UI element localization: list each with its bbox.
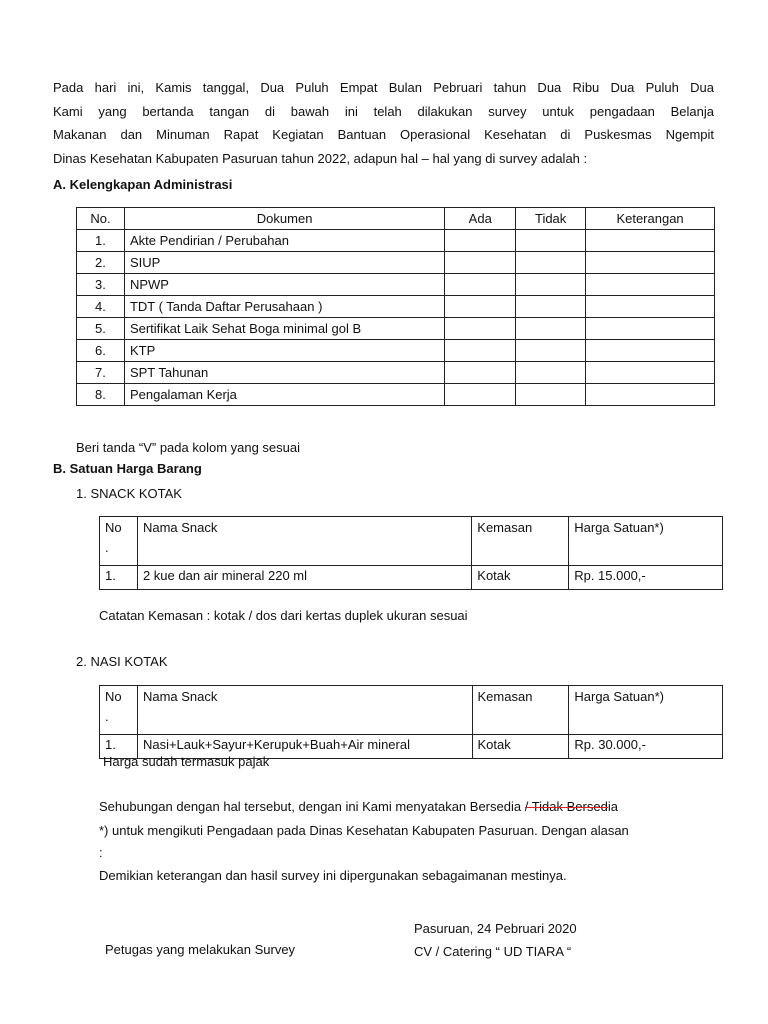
header-no-dot: . [105,709,109,724]
cell-tidak[interactable] [516,384,586,406]
statement-line-3: : [99,845,103,860]
section-a-note: Beri tanda “V” pada kolom yang sesuai [76,440,301,455]
table-row [100,566,723,590]
header-no: No. [77,208,125,230]
header-kemasan: Kemasan [472,686,569,735]
nasi-table [99,685,723,759]
table-header-row [77,208,715,230]
cell-tidak[interactable] [516,252,586,274]
row-dokumen: Pengalaman Kerja [124,384,444,406]
cell-ada[interactable] [445,362,516,384]
row-dokumen: Sertifikat Laik Sehat Boga minimal gol B [124,318,444,340]
table-header-row [100,686,723,735]
intro-line: Pada hari ini, Kamis tanggal, Dua Puluh Empat Bulan Pebruari tahun Dua Ribu Dua Puluh Dua [53,80,714,95]
intro-paragraph [53,76,714,170]
header-harga: Harga Satuan*) [569,517,723,566]
snack-table [99,516,723,590]
header-harga: Harga Satuan*) [569,686,723,735]
table-row [77,296,715,318]
cell-keterangan[interactable] [586,296,715,318]
cell-keterangan[interactable] [586,274,715,296]
table-row [77,362,715,384]
row-no: 2. [77,252,125,274]
cell-keterangan[interactable] [586,340,715,362]
row-kemasan: Kotak [472,566,569,590]
header-nama: Nama Snack [137,517,471,566]
row-no: 1. [77,230,125,252]
cell-ada[interactable] [445,252,516,274]
cell-keterangan[interactable] [586,252,715,274]
header-nama: Nama Snack [137,686,472,735]
intro-line: Dinas Kesehatan Kabupaten Pasuruan tahun 2022, adapun hal – hal yang di survey adalah : [53,150,588,166]
cell-tidak[interactable] [516,318,586,340]
header-ada: Ada [445,208,516,230]
row-kemasan: Kotak [472,735,569,759]
cell-keterangan[interactable] [586,384,715,406]
section-a-heading: A. Kelengkapan Administrasi [53,177,233,192]
cell-ada[interactable] [445,296,516,318]
row-dokumen: Akte Pendirian / Perubahan [124,230,444,252]
cell-tidak[interactable] [516,340,586,362]
row-dokumen: KTP [124,340,444,362]
table-row [77,252,715,274]
header-kemasan: Kemasan [472,517,569,566]
row-no: 7. [77,362,125,384]
cell-tidak[interactable] [516,362,586,384]
header-no-dot: . [105,540,109,555]
table-row [77,384,715,406]
table-row [77,274,715,296]
table-row [77,230,715,252]
row-no: 4. [77,296,125,318]
nasi-title: 2. NASI KOTAK [76,654,168,669]
place-date: Pasuruan, 24 Pebruari 2020 [414,921,577,936]
row-dokumen: SIUP [124,252,444,274]
table-row [77,318,715,340]
cell-ada[interactable] [445,230,516,252]
header-no-text: No [105,689,122,704]
statement-line-2: *) untuk mengikuti Pengadaan pada Dinas Kesehatan Kabupaten Pasuruan. Dengan alasan [99,823,629,838]
intro-line: Kami yang bertanda tangan di bawah ini telah dilakukan survey untuk pengadaan Belanja [53,103,714,119]
closing-statement: Demikian keterangan dan hasil survey ini dipergunakan sebagaimanan mestinya. [99,868,567,883]
row-no: 1. [100,566,138,590]
header-no [100,686,138,735]
cell-keterangan[interactable] [586,230,715,252]
row-no: 5. [77,318,125,340]
cell-tidak[interactable] [516,230,586,252]
row-no: 6. [77,340,125,362]
statement-text: Sehubungan dengan hal tersebut, dengan ini Kami menyatakan Bersedia [99,799,525,814]
row-no: 8. [77,384,125,406]
cell-ada[interactable] [445,274,516,296]
nasi-note: Harga sudah termasuk pajak [103,754,270,769]
header-tidak: Tidak [516,208,586,230]
header-keterangan: Keterangan [586,208,715,230]
table-header-row [100,517,723,566]
company-name: CV / Catering “ UD TIARA “ [414,944,572,959]
cell-ada[interactable] [445,340,516,362]
row-harga: Rp. 15.000,- [569,566,723,590]
snack-title: 1. SNACK KOTAK [76,486,182,501]
administrasi-table [76,207,715,406]
header-no-text: No [105,520,122,535]
cell-ada[interactable] [445,318,516,340]
section-b-heading: B. Satuan Harga Barang [53,461,202,476]
statement-text-end: ia [607,799,618,814]
row-no: 1. [100,735,138,759]
struck-option: / Tidak Bersed [524,799,608,814]
row-dokumen: TDT ( Tanda Daftar Perusahaan ) [124,296,444,318]
row-nama: 2 kue dan air mineral 220 ml [137,566,471,590]
statement-line-1 [99,799,618,814]
intro-line: Makanan dan Minuman Rapat Kegiatan Bantuan Operasional Kesehatan di Puskesmas Ngempit [53,127,714,142]
header-no [100,517,138,566]
row-nama: Nasi+Lauk+Sayur+Kerupuk+Buah+Air mineral [137,735,472,759]
officer-label: Petugas yang melakukan Survey [105,942,296,957]
cell-keterangan[interactable] [586,362,715,384]
row-dokumen: SPT Tahunan [124,362,444,384]
cell-keterangan[interactable] [586,318,715,340]
header-dokumen: Dokumen [124,208,444,230]
row-dokumen: NPWP [124,274,444,296]
table-row [77,340,715,362]
row-harga: Rp. 30.000,- [569,735,723,759]
cell-tidak[interactable] [516,296,586,318]
cell-ada[interactable] [445,384,516,406]
row-no: 3. [77,274,125,296]
snack-note: Catatan Kemasan : kotak / dos dari kertas duplek ukuran sesuai [99,608,468,623]
cell-tidak[interactable] [516,274,586,296]
